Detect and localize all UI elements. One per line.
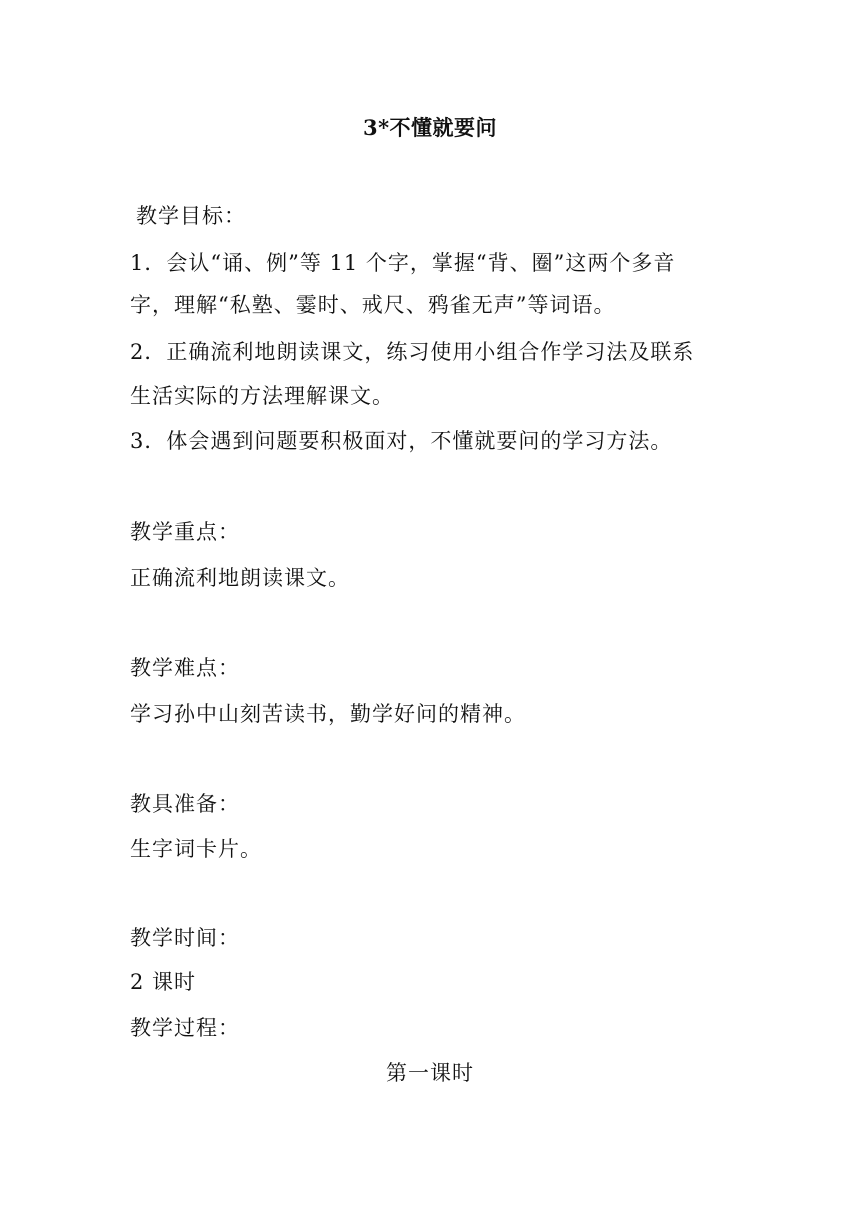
objective-line-3: 2．正确流利地朗读课文，练习使用小组合作学习法及联系 xyxy=(130,340,695,364)
materials-text: 生字词卡片。 xyxy=(130,837,262,861)
key-points-heading: 教学重点： xyxy=(130,520,240,544)
objective-line-5: 3．体会遇到问题要积极面对，不懂就要问的学习方法。 xyxy=(130,429,673,453)
process-section-title: 第一课时 xyxy=(386,1061,474,1085)
objective-line-2: 字，理解“私塾、霎时、戒尺、鸦雀无声”等词语。 xyxy=(130,293,616,317)
objectives-heading: 教学目标： xyxy=(136,204,246,228)
time-heading: 教学时间： xyxy=(130,926,240,950)
time-text: 2 课时 xyxy=(130,970,197,994)
difficulties-heading: 教学难点： xyxy=(130,656,240,680)
process-heading: 教学过程： xyxy=(130,1016,240,1040)
objective-line-1: 1．会认“诵、例”等 11 个字，掌握“背、圈”这两个多音 xyxy=(130,251,676,275)
document-title: 3*不懂就要问 xyxy=(362,115,498,140)
materials-heading: 教具准备： xyxy=(130,792,240,816)
key-points-text: 正确流利地朗读课文。 xyxy=(130,566,350,590)
difficulties-text: 学习孙中山刻苦读书，勤学好问的精神。 xyxy=(130,702,526,726)
objective-line-4: 生活实际的方法理解课文。 xyxy=(130,384,394,408)
